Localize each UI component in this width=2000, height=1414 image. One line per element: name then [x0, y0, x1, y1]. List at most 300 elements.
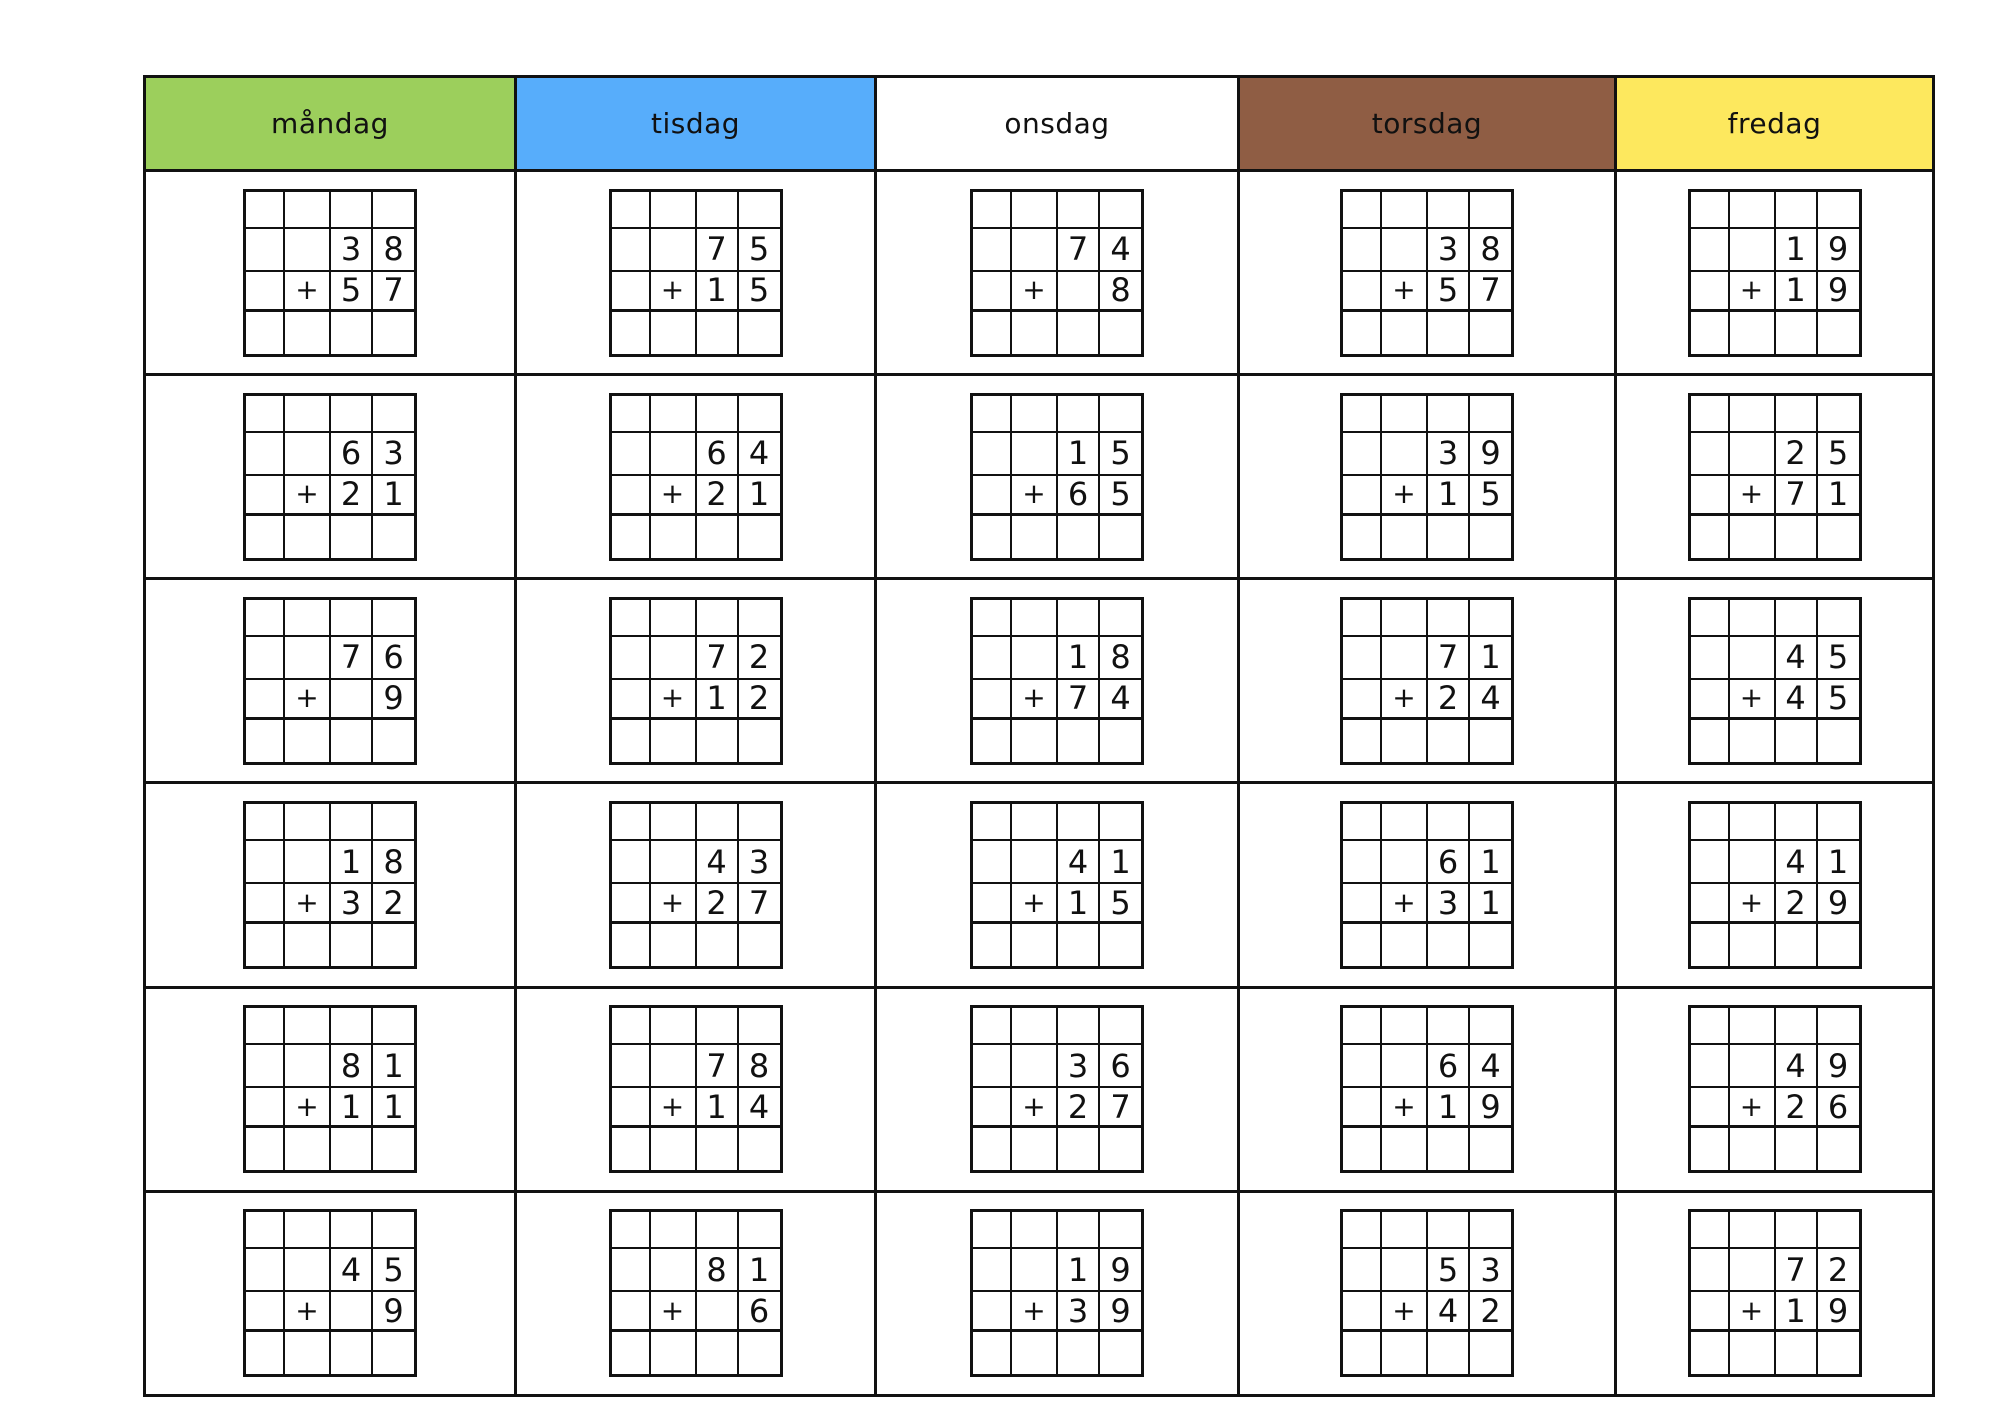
- answer-box[interactable]: [1058, 1128, 1100, 1170]
- answer-box[interactable]: [612, 1332, 651, 1374]
- problem-cell: [1616, 375, 1934, 579]
- answer-box[interactable]: [1100, 720, 1141, 762]
- answer-box[interactable]: [612, 924, 651, 966]
- second-addend-digit: 1: [1058, 884, 1100, 924]
- answer-box[interactable]: [1012, 924, 1058, 966]
- answer-box[interactable]: [1012, 1128, 1058, 1170]
- empty-box: [1691, 1249, 1730, 1292]
- carry-box: [1058, 804, 1100, 841]
- carry-box: [739, 1212, 780, 1249]
- carry-box: [246, 396, 285, 433]
- column-addition-grid: [243, 393, 417, 561]
- empty-box: [612, 1045, 651, 1088]
- empty-box: [1012, 637, 1058, 680]
- answer-box[interactable]: [1428, 516, 1470, 558]
- carry-box: [331, 396, 373, 433]
- answer-box[interactable]: [1818, 1332, 1859, 1374]
- empty-box: [612, 272, 651, 312]
- carry-box: [1470, 1212, 1511, 1249]
- first-addend-digit: 4: [1776, 1045, 1818, 1088]
- first-addend-digit: 6: [1428, 1045, 1470, 1088]
- answer-box[interactable]: [331, 1332, 373, 1374]
- problem-cell: [145, 783, 516, 987]
- answer-box[interactable]: [373, 516, 414, 558]
- carry-box: [739, 396, 780, 433]
- carry-box: [1730, 1212, 1776, 1249]
- carry-box: [1382, 396, 1428, 433]
- empty-box: [1343, 1292, 1382, 1332]
- carry-box: [1818, 600, 1859, 637]
- plus-sign: +: [285, 1292, 331, 1332]
- answer-box[interactable]: [1428, 1128, 1470, 1170]
- carry-box: [1343, 192, 1382, 229]
- answer-box[interactable]: [739, 924, 780, 966]
- answer-box[interactable]: [1058, 312, 1100, 354]
- answer-box[interactable]: [1730, 1332, 1776, 1374]
- answer-box[interactable]: [1730, 516, 1776, 558]
- answer-box[interactable]: [1691, 516, 1730, 558]
- answer-box[interactable]: [739, 720, 780, 762]
- answer-box[interactable]: [1012, 516, 1058, 558]
- carry-box: [373, 192, 414, 229]
- second-addend-digit: 9: [1818, 272, 1859, 312]
- answer-box[interactable]: [651, 1128, 697, 1170]
- empty-box: [973, 476, 1012, 516]
- second-addend-digit: 4: [1428, 1292, 1470, 1332]
- answer-box[interactable]: [1776, 312, 1818, 354]
- first-addend-digit: 2: [1776, 433, 1818, 476]
- carry-box: [612, 192, 651, 229]
- first-addend-digit: 4: [1100, 229, 1141, 272]
- empty-box: [973, 1292, 1012, 1332]
- carry-box: [1818, 396, 1859, 433]
- plus-sign: +: [1012, 1088, 1058, 1128]
- addition-worksheet-table: [143, 75, 1935, 1397]
- first-addend-digit: 3: [1470, 1249, 1511, 1292]
- empty-box: [651, 841, 697, 884]
- column-addition-grid: [1688, 597, 1862, 765]
- first-addend-digit: 7: [697, 229, 739, 272]
- answer-box[interactable]: [1470, 924, 1511, 966]
- first-addend-digit: 6: [697, 433, 739, 476]
- answer-box[interactable]: [1012, 312, 1058, 354]
- second-addend-digit: 9: [373, 1292, 414, 1332]
- carry-box: [1776, 1008, 1818, 1045]
- first-addend-digit: 7: [331, 637, 373, 680]
- answer-box[interactable]: [697, 1332, 739, 1374]
- carry-box: [1343, 1008, 1382, 1045]
- answer-box[interactable]: [373, 312, 414, 354]
- first-addend-digit: 9: [1100, 1249, 1141, 1292]
- answer-box[interactable]: [1776, 720, 1818, 762]
- column-addition-grid: [970, 1209, 1144, 1377]
- second-addend-digit: 1: [697, 680, 739, 720]
- first-addend-digit: 3: [1428, 229, 1470, 272]
- carry-box: [1343, 804, 1382, 841]
- answer-box[interactable]: [973, 312, 1012, 354]
- answer-box[interactable]: [1776, 924, 1818, 966]
- header-friday: fredag: [1616, 77, 1934, 171]
- problem-cell: [516, 1191, 876, 1395]
- answer-box[interactable]: [1691, 924, 1730, 966]
- carry-box: [285, 600, 331, 637]
- carry-box: [1382, 1008, 1428, 1045]
- second-addend-digit: 2: [1470, 1292, 1511, 1332]
- problem-row: [145, 1191, 1934, 1395]
- plus-sign: +: [651, 476, 697, 516]
- carry-box: [1012, 600, 1058, 637]
- answer-box[interactable]: [651, 312, 697, 354]
- problem-row: [145, 987, 1934, 1191]
- answer-box[interactable]: [246, 924, 285, 966]
- carry-box: [697, 804, 739, 841]
- problem-cell: [876, 1191, 1239, 1395]
- empty-box: [1012, 229, 1058, 272]
- carry-box: [331, 1212, 373, 1249]
- answer-box[interactable]: [1343, 1128, 1382, 1170]
- problem-cell: [1239, 375, 1616, 579]
- answer-box[interactable]: [697, 312, 739, 354]
- plus-sign: +: [1730, 680, 1776, 720]
- answer-box[interactable]: [1058, 1332, 1100, 1374]
- problem-cell: [145, 171, 516, 375]
- answer-box[interactable]: [246, 1332, 285, 1374]
- carry-box: [739, 804, 780, 841]
- answer-box[interactable]: [697, 516, 739, 558]
- answer-box[interactable]: [1428, 312, 1470, 354]
- answer-box[interactable]: [285, 1128, 331, 1170]
- answer-box[interactable]: [973, 516, 1012, 558]
- answer-box[interactable]: [285, 924, 331, 966]
- answer-box[interactable]: [1100, 1332, 1141, 1374]
- answer-box[interactable]: [1100, 924, 1141, 966]
- answer-box[interactable]: [973, 1332, 1012, 1374]
- first-addend-digit: 5: [1428, 1249, 1470, 1292]
- first-addend-digit: 9: [1470, 433, 1511, 476]
- answer-box[interactable]: [1382, 516, 1428, 558]
- answer-box[interactable]: [331, 312, 373, 354]
- empty-box: [1730, 841, 1776, 884]
- carry-box: [285, 396, 331, 433]
- empty-box: [973, 884, 1012, 924]
- first-addend-digit: 7: [1776, 1249, 1818, 1292]
- column-addition-grid: [609, 1209, 783, 1377]
- second-addend-digit: 5: [331, 272, 373, 312]
- answer-box[interactable]: [739, 1332, 780, 1374]
- problem-cell: [145, 1191, 516, 1395]
- answer-box[interactable]: [1776, 1128, 1818, 1170]
- empty-box: [612, 1292, 651, 1332]
- second-addend-digit: 9: [1818, 1292, 1859, 1332]
- carry-box: [1382, 804, 1428, 841]
- column-addition-grid: [1688, 189, 1862, 357]
- column-addition-grid: [243, 801, 417, 969]
- first-addend-digit: 3: [739, 841, 780, 884]
- carry-box: [739, 192, 780, 229]
- answer-box[interactable]: [1343, 1332, 1382, 1374]
- plus-sign: +: [285, 476, 331, 516]
- carry-box: [246, 192, 285, 229]
- carry-box: [373, 396, 414, 433]
- first-addend-digit: 3: [331, 229, 373, 272]
- answer-box[interactable]: [373, 1332, 414, 1374]
- empty-box: [1343, 1249, 1382, 1292]
- answer-box[interactable]: [1818, 1128, 1859, 1170]
- answer-box[interactable]: [1343, 720, 1382, 762]
- column-addition-grid: [1340, 393, 1514, 561]
- second-addend-digit: 1: [739, 476, 780, 516]
- answer-box[interactable]: [1382, 312, 1428, 354]
- first-addend-digit: 4: [1058, 841, 1100, 884]
- answer-box[interactable]: [1100, 312, 1141, 354]
- second-addend-digit: 1: [1776, 272, 1818, 312]
- carry-box: [973, 192, 1012, 229]
- second-addend-digit: 2: [739, 680, 780, 720]
- first-addend-digit: 4: [1776, 637, 1818, 680]
- carry-box: [697, 1008, 739, 1045]
- answer-box[interactable]: [285, 516, 331, 558]
- second-addend-digit: 1: [697, 272, 739, 312]
- answer-box[interactable]: [1428, 924, 1470, 966]
- answer-box[interactable]: [1382, 1128, 1428, 1170]
- first-addend-digit: 5: [1100, 433, 1141, 476]
- answer-box[interactable]: [1818, 312, 1859, 354]
- first-addend-digit: 1: [1776, 229, 1818, 272]
- column-addition-grid: [1340, 1209, 1514, 1377]
- empty-box: [973, 272, 1012, 312]
- answer-box[interactable]: [373, 720, 414, 762]
- answer-box[interactable]: [285, 1332, 331, 1374]
- answer-box[interactable]: [612, 720, 651, 762]
- problem-cell: [1616, 987, 1934, 1191]
- problem-cell: [1616, 1191, 1934, 1395]
- answer-box[interactable]: [1428, 720, 1470, 762]
- second-addend-digit: 2: [697, 884, 739, 924]
- carry-box: [1730, 600, 1776, 637]
- second-addend-digit: 9: [1818, 884, 1859, 924]
- answer-box[interactable]: [373, 1128, 414, 1170]
- answer-box[interactable]: [1470, 312, 1511, 354]
- second-addend-digit: 4: [1776, 680, 1818, 720]
- answer-box[interactable]: [739, 516, 780, 558]
- second-addend-digit: 9: [1470, 1088, 1511, 1128]
- empty-box: [612, 1249, 651, 1292]
- carry-box: [973, 396, 1012, 433]
- empty-box: [1012, 841, 1058, 884]
- answer-box[interactable]: [1691, 1332, 1730, 1374]
- answer-box[interactable]: [1012, 1332, 1058, 1374]
- first-addend-digit: 6: [1100, 1045, 1141, 1088]
- second-addend-digit: 1: [697, 1088, 739, 1128]
- answer-box[interactable]: [285, 720, 331, 762]
- answer-box[interactable]: [246, 720, 285, 762]
- answer-box[interactable]: [1343, 516, 1382, 558]
- empty-box: [612, 680, 651, 720]
- empty-box: [1343, 476, 1382, 516]
- carry-box: [1100, 1212, 1141, 1249]
- second-addend-digit: 3: [331, 884, 373, 924]
- empty-box: [651, 1045, 697, 1088]
- empty-box: [1343, 637, 1382, 680]
- answer-box[interactable]: [246, 312, 285, 354]
- carry-box: [1776, 1212, 1818, 1249]
- answer-box[interactable]: [1776, 1332, 1818, 1374]
- answer-box[interactable]: [1012, 720, 1058, 762]
- column-addition-grid: [609, 393, 783, 561]
- problem-cell: [876, 375, 1239, 579]
- answer-box[interactable]: [651, 516, 697, 558]
- answer-box[interactable]: [1691, 312, 1730, 354]
- answer-box[interactable]: [1730, 312, 1776, 354]
- answer-box[interactable]: [331, 1128, 373, 1170]
- carry-box: [651, 192, 697, 229]
- answer-box[interactable]: [1730, 924, 1776, 966]
- answer-box[interactable]: [1470, 516, 1511, 558]
- plus-sign: +: [1012, 884, 1058, 924]
- problem-cell: [516, 783, 876, 987]
- first-addend-digit: 5: [1818, 433, 1859, 476]
- answer-box[interactable]: [612, 516, 651, 558]
- carry-box: [331, 192, 373, 229]
- answer-box[interactable]: [1470, 1332, 1511, 1374]
- answer-box[interactable]: [697, 720, 739, 762]
- answer-box[interactable]: [1818, 924, 1859, 966]
- answer-box[interactable]: [1382, 720, 1428, 762]
- first-addend-digit: 6: [373, 637, 414, 680]
- column-addition-grid: [1340, 597, 1514, 765]
- second-addend-digit: 7: [1470, 272, 1511, 312]
- column-addition-grid: [1340, 801, 1514, 969]
- answer-box[interactable]: [1470, 1128, 1511, 1170]
- first-addend-digit: 2: [739, 637, 780, 680]
- problem-row: [145, 171, 1934, 375]
- answer-box[interactable]: [973, 924, 1012, 966]
- second-addend-digit: 6: [1818, 1088, 1859, 1128]
- answer-box[interactable]: [1382, 924, 1428, 966]
- answer-box[interactable]: [373, 924, 414, 966]
- plus-sign: +: [1012, 476, 1058, 516]
- answer-box[interactable]: [331, 720, 373, 762]
- answer-box[interactable]: [1058, 516, 1100, 558]
- answer-box[interactable]: [1343, 312, 1382, 354]
- answer-box[interactable]: [973, 1128, 1012, 1170]
- empty-box: [1012, 433, 1058, 476]
- answer-box[interactable]: [612, 1128, 651, 1170]
- carry-box: [1058, 396, 1100, 433]
- empty-box: [651, 229, 697, 272]
- answer-box[interactable]: [1058, 924, 1100, 966]
- answer-box[interactable]: [612, 312, 651, 354]
- answer-box[interactable]: [1100, 516, 1141, 558]
- answer-box[interactable]: [1382, 1332, 1428, 1374]
- answer-box[interactable]: [1818, 720, 1859, 762]
- answer-box[interactable]: [1730, 720, 1776, 762]
- answer-box[interactable]: [697, 1128, 739, 1170]
- first-addend-digit: 8: [1470, 229, 1511, 272]
- carry-box: [1776, 600, 1818, 637]
- carry-box: [1382, 192, 1428, 229]
- second-addend-digit: 5: [1470, 476, 1511, 516]
- empty-box: [651, 433, 697, 476]
- answer-box[interactable]: [246, 1128, 285, 1170]
- carry-box: [1691, 192, 1730, 229]
- answer-box[interactable]: [651, 924, 697, 966]
- second-addend-digit: 4: [739, 1088, 780, 1128]
- answer-box[interactable]: [1691, 720, 1730, 762]
- column-addition-grid: [970, 1005, 1144, 1173]
- carry-box: [1343, 600, 1382, 637]
- first-addend-digit: 1: [1058, 433, 1100, 476]
- answer-box[interactable]: [1058, 720, 1100, 762]
- carry-box: [973, 1008, 1012, 1045]
- first-addend-digit: 6: [331, 433, 373, 476]
- plus-sign: +: [651, 884, 697, 924]
- first-addend-digit: 8: [739, 1045, 780, 1088]
- first-addend-digit: 5: [1818, 637, 1859, 680]
- answer-box[interactable]: [739, 312, 780, 354]
- empty-box: [973, 1249, 1012, 1292]
- answer-box[interactable]: [246, 516, 285, 558]
- answer-box[interactable]: [739, 1128, 780, 1170]
- answer-box[interactable]: [651, 720, 697, 762]
- empty-box: [285, 433, 331, 476]
- answer-box[interactable]: [1343, 924, 1382, 966]
- column-addition-grid: [243, 1005, 417, 1173]
- empty-box: [612, 637, 651, 680]
- carry-box: [1428, 1008, 1470, 1045]
- empty-box: [1382, 1249, 1428, 1292]
- empty-box: [1343, 433, 1382, 476]
- carry-box: [612, 1212, 651, 1249]
- empty-box: [1343, 884, 1382, 924]
- answer-box[interactable]: [285, 312, 331, 354]
- answer-box[interactable]: [331, 516, 373, 558]
- answer-box[interactable]: [973, 720, 1012, 762]
- second-addend-digit: 5: [1100, 884, 1141, 924]
- empty-box: [1012, 1249, 1058, 1292]
- carry-box: [1382, 1212, 1428, 1249]
- plus-sign: +: [1730, 272, 1776, 312]
- answer-box[interactable]: [1776, 516, 1818, 558]
- answer-box[interactable]: [331, 924, 373, 966]
- plus-sign: +: [651, 1292, 697, 1332]
- answer-box[interactable]: [697, 924, 739, 966]
- first-addend-digit: 8: [373, 229, 414, 272]
- answer-box[interactable]: [651, 1332, 697, 1374]
- carry-box: [697, 192, 739, 229]
- plus-sign: +: [1382, 680, 1428, 720]
- answer-box[interactable]: [1818, 516, 1859, 558]
- answer-box[interactable]: [1730, 1128, 1776, 1170]
- answer-box[interactable]: [1100, 1128, 1141, 1170]
- answer-box[interactable]: [1470, 720, 1511, 762]
- carry-box: [331, 1008, 373, 1045]
- column-addition-grid: [1688, 1005, 1862, 1173]
- carry-box: [1730, 192, 1776, 229]
- carry-box: [285, 1212, 331, 1249]
- empty-box: [1382, 433, 1428, 476]
- first-addend-digit: 4: [697, 841, 739, 884]
- carry-box: [246, 1212, 285, 1249]
- problem-cell: [876, 579, 1239, 783]
- carry-box: [1428, 600, 1470, 637]
- carry-box: [1058, 1008, 1100, 1045]
- plus-sign: +: [1382, 476, 1428, 516]
- answer-box[interactable]: [1691, 1128, 1730, 1170]
- answer-box[interactable]: [1428, 1332, 1470, 1374]
- carry-box: [246, 804, 285, 841]
- carry-box: [1100, 600, 1141, 637]
